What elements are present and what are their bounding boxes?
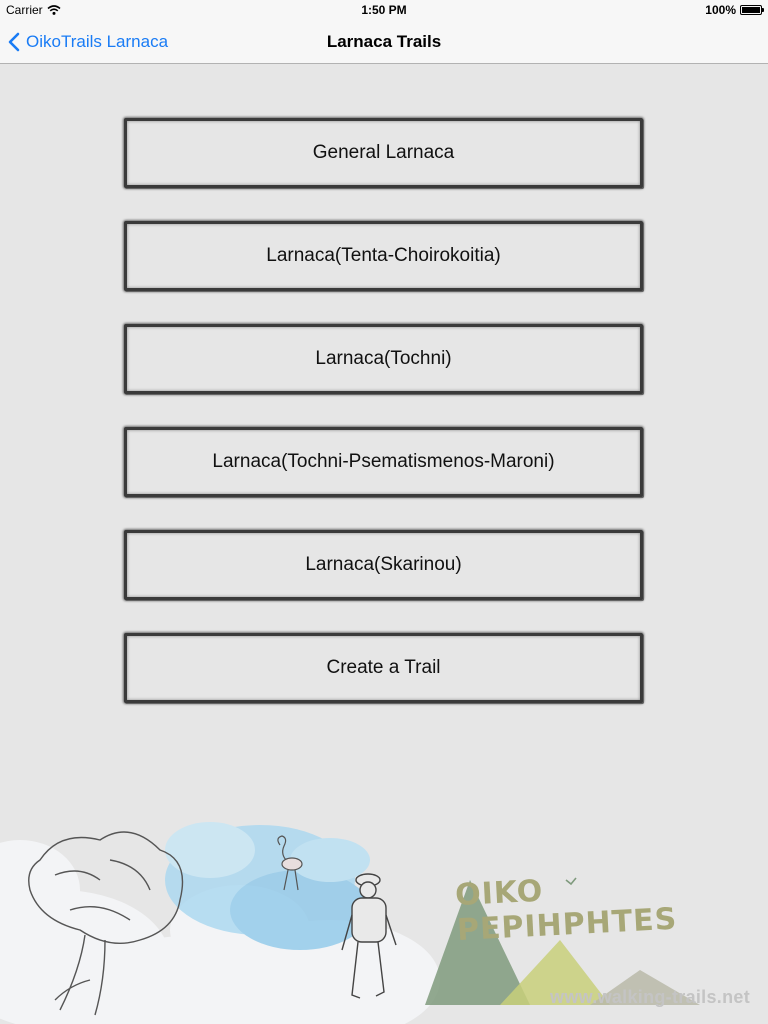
trail-button-tochni-psematismenos-maroni[interactable]: Larnaca(Tochni-Psematismenos-Maroni) bbox=[124, 427, 643, 497]
back-button[interactable] bbox=[8, 20, 168, 64]
trail-menu bbox=[124, 118, 643, 736]
chevron-left-icon bbox=[8, 32, 20, 52]
website-watermark: www.walking-trails.net bbox=[550, 987, 750, 1007]
navigation-bar bbox=[0, 20, 768, 64]
trail-button-general-larnaca[interactable]: General Larnaca bbox=[124, 118, 643, 188]
battery-icon bbox=[740, 5, 762, 15]
back-button-label: OikoTrails Larnaca bbox=[26, 32, 169, 51]
page-title: Larnaca Trails bbox=[326, 32, 442, 51]
carrier-label: Carrier bbox=[6, 3, 43, 17]
status-time: 1:50 PM bbox=[361, 3, 407, 17]
trail-button-skarinou[interactable]: Larnaca(Skarinou) bbox=[124, 530, 643, 600]
trail-button-tenta-choirokoitia[interactable]: Larnaca(Tenta-Choirokoitia) bbox=[124, 221, 643, 291]
oiko-logo-text: OIKO PEPIHPHTES bbox=[454, 873, 679, 949]
create-trail-button[interactable]: Create a Trail bbox=[124, 633, 643, 703]
status-bar bbox=[0, 0, 768, 20]
status-battery bbox=[705, 3, 762, 17]
trail-button-tochni[interactable]: Larnaca(Tochni) bbox=[124, 324, 643, 394]
battery-percent: 100% bbox=[705, 3, 736, 17]
